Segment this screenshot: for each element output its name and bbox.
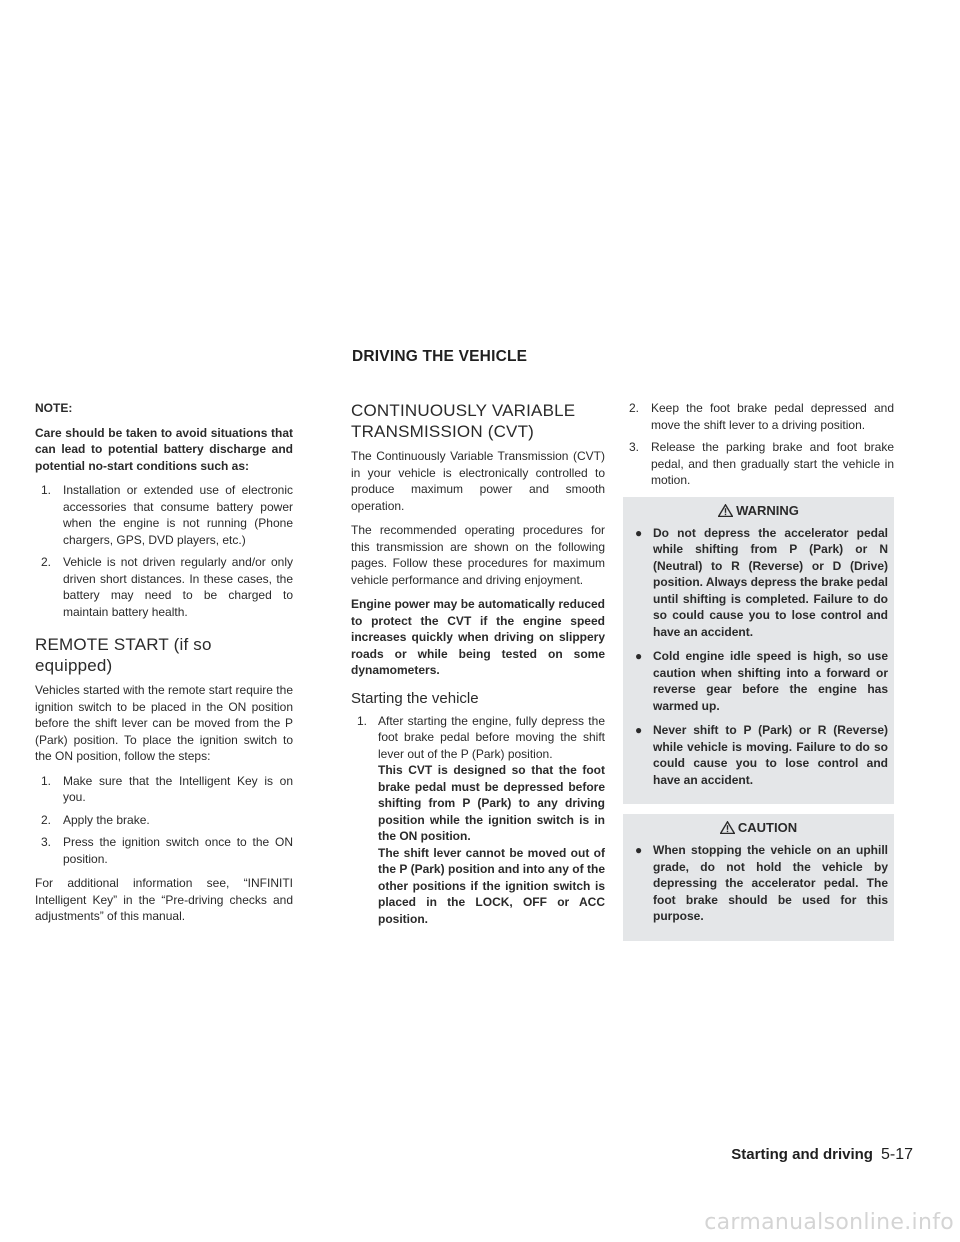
item-text: Press the ignition switch once to the ON position. [63,835,293,866]
starting-steps-list [351,713,605,928]
warning-box [623,497,894,805]
item-number: 2. [629,401,640,415]
item-text: Vehicle is not driven regularly and/or only driven short distances. In these cases, the battery may need to be charged to maintain battery health. [63,555,293,619]
column-right [623,400,894,951]
bullet: ● [635,843,643,857]
caution-title-text: CAUTION [737,820,798,835]
warning-title [629,501,888,525]
list-item [623,400,894,433]
starting-vehicle-heading: Starting the vehicle [351,689,479,707]
caution-list [629,842,888,925]
item-number: 3. [629,440,640,454]
item-text: When stopping the vehicle on an uphill grade, do not hold the vehicle by depressing the accelerator pedal. The foot brake should be used for this purpose. [653,843,888,923]
footer-title: Starting and driving [731,1146,873,1163]
warning-title-text: WARNING [736,502,799,518]
item-bold-note-1: This CVT is designed so that the foot brake pedal must be depressed before shifting from P (Park) to any driving position while the ignition switch is in the ON position. [378,763,605,843]
item-text: Apply the brake. [63,812,150,827]
item-text: Installation or extended use of electronic accessories that consume battery power when the engine is not running (Phone chargers, GPS, DVD players, etc.) [63,483,293,547]
column-left [35,400,293,933]
item-number: 2. [41,812,52,827]
list-item [35,482,293,548]
item-text: Never shift to P (Park) or R (Reverse) while vehicle is moving. Failure to do so could cause you to lose control and have an accident. [653,723,888,787]
remote-steps-list [35,773,293,868]
list-item [351,713,605,928]
bullet: ● [635,649,643,663]
cvt-paragraph-2: The recommended operating procedures for this transmission are shown on the following pages. Follow these procedures for maximum vehicle performance and driving enjoyment. [351,523,605,587]
note-list [35,482,293,620]
list-item [35,554,293,620]
column-middle [351,400,605,935]
list-item [35,812,293,829]
note-body: Care should be taken to avoid situations that can lead to potential battery discharge and potential no-start conditions such as: [35,425,293,473]
bullet: ● [635,525,643,540]
list-item [629,842,888,925]
cvt-heading: CONTINUOUSLY VARIABLE TRANSMISSION (CVT) [351,401,576,441]
remote-start-reference: For additional information see, “INFINITI Intelligent Key” in the “Pre-driving checks and adjustments” of this manual. [35,876,293,923]
list-item [35,773,293,806]
caution-box [623,814,894,941]
item-number: 1. [41,483,52,497]
page-footer [731,1146,913,1164]
item-number: 3. [41,835,52,849]
starting-steps-continued [623,400,894,489]
item-text: Do not depress the accelerator pedal while shifting from P (Park) or N (Neutral) to R (Reverse) or D (Drive) position. Always depress the brake pedal until shifting is completed. Failure to do so could cause you to lose control and have an accident. [653,525,888,639]
list-item [629,722,888,788]
caution-title [629,818,888,842]
note-heading: NOTE: [35,401,73,415]
warning-triangle-icon [718,504,733,517]
page-number: 5-17 [880,1146,913,1163]
cvt-paragraph-1: The Continuously Variable Transmission (CVT) in your vehicle is electronically controlled to produce maximum power and smooth operation. [351,449,605,513]
bullet: ● [635,723,643,737]
item-text: Cold engine idle speed is high, so use caution when shifting into a forward or reverse gear before the engine has warmed up. [653,649,888,713]
item-text: Release the parking brake and foot brake pedal, and then gradually start the vehicle in motion. [651,440,894,487]
item-text: Make sure that the Intelligent Key is on you. [63,773,293,804]
item-number: 1. [357,713,368,728]
item-bold-note-2: The shift lever cannot be moved out of the P (Park) position and into any of the other positions if the ignition switch is placed in the LOCK, OFF or ACC position. [378,845,605,926]
section-header: DRIVING THE VEHICLE [352,348,528,365]
item-text: Keep the foot brake pedal depressed and move the shift lever to a driving position. [651,401,894,432]
remote-start-heading: REMOTE START (if so equipped) [35,635,212,675]
list-item [629,648,888,714]
remote-start-intro: Vehicles started with the remote start require the ignition switch to be placed in the ON position before the shift lever can be moved from the P (Park) position. To place the ignition switch to the ON position, follow the steps: [35,683,293,763]
item-text: After starting the engine, fully depress the foot brake pedal before moving the shift lever out of the P (Park) position. [378,713,605,761]
list-item [629,525,888,641]
cvt-bold-note: Engine power may be automatically reduced to protect the CVT if the engine speed increases quickly when driving on slippery roads or while being tested on some dynamometers. [351,597,605,677]
item-number: 2. [41,555,52,569]
list-item [35,834,293,867]
caution-triangle-icon [720,821,735,834]
warning-list [629,525,888,789]
list-item [623,439,894,489]
item-number: 1. [41,773,52,788]
watermark: carmanualsonline.info [704,1210,954,1235]
